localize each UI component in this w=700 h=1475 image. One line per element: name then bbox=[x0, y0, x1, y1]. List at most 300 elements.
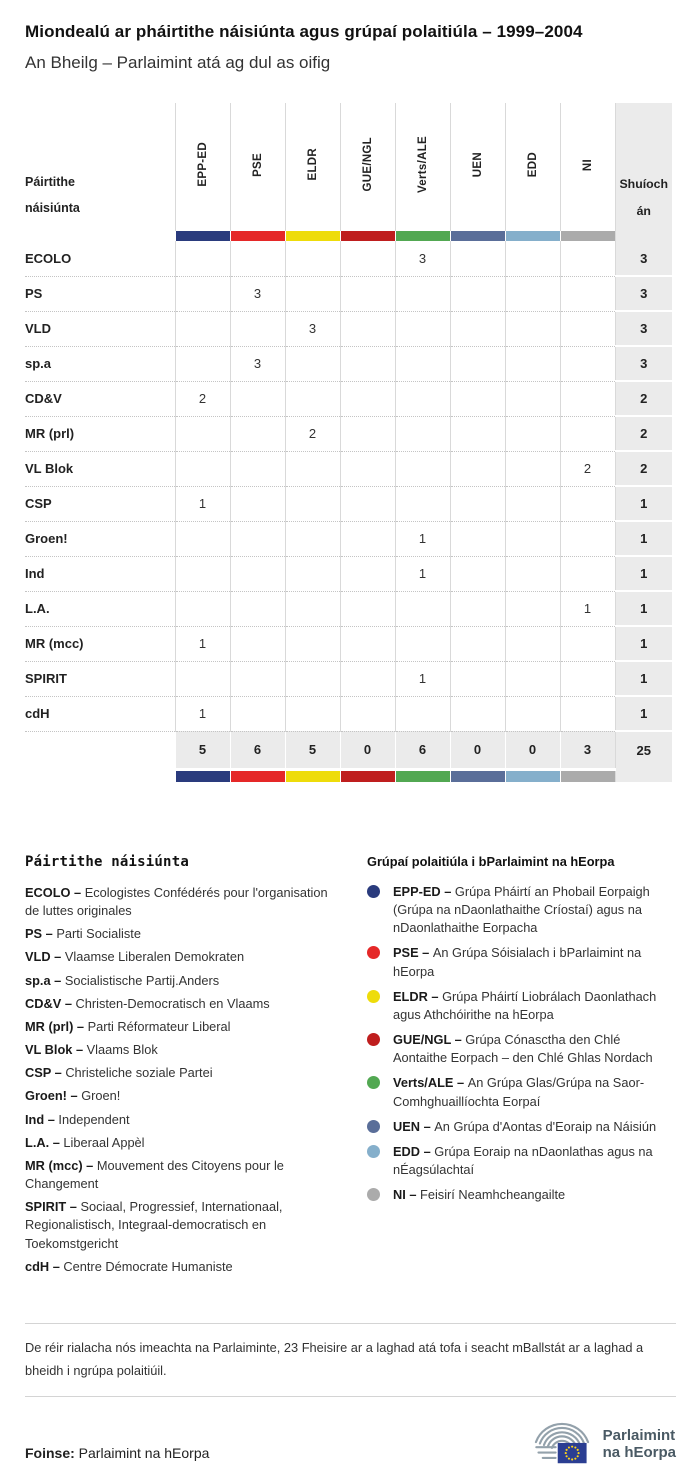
legend-group-text bbox=[393, 1074, 676, 1110]
cell-UEN bbox=[450, 276, 505, 311]
cell-Verts/ALE bbox=[395, 346, 450, 381]
total-EPP-ED: 5 bbox=[175, 731, 230, 769]
total-PSE: 6 bbox=[230, 731, 285, 769]
legend-party-abbr: CD&V – bbox=[25, 995, 76, 1011]
legend-party-item bbox=[25, 925, 343, 943]
cell-EDD bbox=[505, 486, 560, 521]
legend-group-abbr: ELDR – bbox=[393, 988, 443, 1004]
cell-Verts/ALE bbox=[395, 696, 450, 731]
cell-EPP-ED: 1 bbox=[175, 626, 230, 661]
legend-party-item bbox=[25, 995, 343, 1013]
row-header-label: Páirtithe náisiúnta bbox=[25, 174, 80, 215]
cell-UEN bbox=[450, 661, 505, 696]
group-color-bar-bottom bbox=[25, 769, 672, 782]
cell-NI bbox=[560, 276, 615, 311]
cell-NI bbox=[560, 381, 615, 416]
cell-ELDR bbox=[285, 381, 340, 416]
cell-UEN bbox=[450, 591, 505, 626]
cell-PSE bbox=[230, 521, 285, 556]
table-row bbox=[25, 381, 672, 416]
legend-group-desc: Grúpa Cónasctha den Chlé Aontaithe Eorpach – den Chlé Ghlas Nordach bbox=[393, 1032, 653, 1066]
cell-PSE: 3 bbox=[230, 276, 285, 311]
seats-cell: 3 bbox=[615, 346, 672, 381]
cell-PSE bbox=[230, 696, 285, 731]
cell-EPP-ED bbox=[175, 661, 230, 696]
legend-party-desc: Parti Socialiste bbox=[56, 926, 141, 942]
cell-EDD bbox=[505, 416, 560, 451]
cell-UEN bbox=[450, 241, 505, 276]
seats-cell: 1 bbox=[615, 486, 672, 521]
legend-party-item bbox=[25, 1198, 343, 1252]
legend-group-desc: An Grúpa Sóisialach i bParlaimint na hEorpa bbox=[393, 945, 642, 979]
table-row bbox=[25, 346, 672, 381]
group-color-dot-icon bbox=[367, 1076, 380, 1089]
cell-UEN bbox=[450, 381, 505, 416]
legend-party-desc: Christen-Democratisch en Vlaams bbox=[75, 995, 270, 1011]
party-label: PS bbox=[25, 276, 175, 311]
legend-party-abbr: PS – bbox=[25, 926, 57, 942]
party-label: Groen! bbox=[25, 521, 175, 556]
party-label: L.A. bbox=[25, 591, 175, 626]
group-header-label: UEN bbox=[471, 151, 484, 178]
cell-NI bbox=[560, 486, 615, 521]
group-header-Verts/ALE bbox=[395, 103, 450, 231]
cell-PSE bbox=[230, 416, 285, 451]
legend-party-abbr: L.A. – bbox=[25, 1134, 64, 1150]
cell-EDD bbox=[505, 521, 560, 556]
group-color-dot-icon bbox=[367, 1033, 380, 1046]
cell-EDD bbox=[505, 346, 560, 381]
cell-GUE/NGL bbox=[340, 591, 395, 626]
cell-PSE bbox=[230, 451, 285, 486]
table-row bbox=[25, 591, 672, 626]
legend-party-abbr: Groen! – bbox=[25, 1088, 82, 1104]
legend-group-text bbox=[393, 1031, 676, 1067]
legend-groups-heading: Grúpaí polaitiúla i bParlaimint na hEorpa bbox=[367, 854, 615, 869]
legend-party-desc: Ecologistes Confédérés pour l'organisation de luttes originales bbox=[25, 885, 328, 919]
totals-row bbox=[25, 731, 672, 769]
legend-group-abbr: Verts/ALE – bbox=[393, 1075, 468, 1091]
cell-PSE bbox=[230, 661, 285, 696]
group-color-swatch-PSE bbox=[230, 231, 285, 241]
legend-party-abbr: ECOLO – bbox=[25, 885, 85, 900]
bar-seat-cell bbox=[615, 769, 672, 782]
party-label: MR (prl) bbox=[25, 416, 175, 451]
bar-spacer bbox=[25, 769, 175, 782]
cell-GUE/NGL bbox=[340, 451, 395, 486]
legend-group-item bbox=[367, 1143, 676, 1179]
legend-party-item bbox=[25, 884, 343, 920]
legend-group-text bbox=[393, 944, 676, 980]
cell-GUE/NGL bbox=[340, 626, 395, 661]
table-row bbox=[25, 626, 672, 661]
seats-cell: 3 bbox=[615, 241, 672, 276]
group-header-EDD bbox=[505, 103, 560, 231]
cell-NI bbox=[560, 661, 615, 696]
legend-party-abbr: SPIRIT – bbox=[25, 1199, 81, 1215]
source-value: Parlaimint na hEorpa bbox=[78, 1445, 210, 1462]
legend-group-item bbox=[367, 988, 676, 1024]
footnote-block bbox=[25, 1323, 676, 1397]
group-color-swatch-PSE bbox=[230, 769, 285, 782]
cell-EPP-ED: 1 bbox=[175, 696, 230, 731]
legend-party-item bbox=[25, 948, 343, 966]
cell-Verts/ALE bbox=[395, 416, 450, 451]
group-header-NI bbox=[560, 103, 615, 231]
bar-seat-cell bbox=[615, 231, 672, 241]
cell-Verts/ALE: 1 bbox=[395, 556, 450, 591]
cell-NI bbox=[560, 696, 615, 731]
results-table bbox=[25, 103, 672, 782]
legend-party-item bbox=[25, 1134, 343, 1152]
legend-group-abbr: NI – bbox=[393, 1187, 421, 1203]
group-color-swatch-EPP-ED bbox=[175, 769, 230, 782]
cell-ELDR bbox=[285, 626, 340, 661]
cell-GUE/NGL bbox=[340, 696, 395, 731]
legend-party-abbr: sp.a – bbox=[25, 972, 65, 988]
cell-ELDR bbox=[285, 521, 340, 556]
group-color-swatch-Verts/ALE bbox=[395, 769, 450, 782]
table-row bbox=[25, 556, 672, 591]
cell-ELDR bbox=[285, 276, 340, 311]
totals-spacer bbox=[25, 731, 175, 769]
legend-group-desc: An Grúpa Glas/Grúpa na Saor-Comhghuaillíochta Eorpaí bbox=[393, 1075, 645, 1109]
group-header-label: GUE/NGL bbox=[361, 137, 374, 192]
cell-EPP-ED bbox=[175, 451, 230, 486]
legend-group-abbr: GUE/NGL – bbox=[393, 1032, 466, 1048]
legend-party-desc: Liberaal Appèl bbox=[63, 1134, 145, 1150]
legend-party-abbr: VL Blok – bbox=[25, 1042, 87, 1058]
legend-group-desc: Grúpa Eoraip na nDaonlathas agus na nÉagsúlachtaí bbox=[393, 1143, 653, 1178]
cell-Verts/ALE: 3 bbox=[395, 241, 450, 276]
legend-party-desc: Groen! bbox=[81, 1088, 121, 1104]
group-header-PSE bbox=[230, 103, 285, 231]
source-row bbox=[25, 1413, 676, 1475]
cell-PSE bbox=[230, 241, 285, 276]
cell-UEN bbox=[450, 696, 505, 731]
cell-EDD bbox=[505, 556, 560, 591]
bar-spacer bbox=[25, 231, 175, 241]
group-color-swatch-ELDR bbox=[285, 231, 340, 241]
cell-GUE/NGL bbox=[340, 276, 395, 311]
group-color-swatch-UEN bbox=[450, 769, 505, 782]
cell-EDD bbox=[505, 311, 560, 346]
table-row bbox=[25, 521, 672, 556]
cell-Verts/ALE bbox=[395, 626, 450, 661]
table-header-row bbox=[25, 103, 672, 231]
cell-ELDR bbox=[285, 486, 340, 521]
european-parliament-logo bbox=[529, 1413, 676, 1475]
total-ELDR: 5 bbox=[285, 731, 340, 769]
legend-group-text bbox=[393, 1186, 565, 1204]
legend-group-item bbox=[367, 1118, 676, 1136]
cell-EDD bbox=[505, 661, 560, 696]
group-color-dot-icon bbox=[367, 1188, 380, 1201]
cell-EPP-ED bbox=[175, 276, 230, 311]
seats-cell: 2 bbox=[615, 451, 672, 486]
legend-party-abbr: VLD – bbox=[25, 949, 65, 965]
cell-PSE bbox=[230, 486, 285, 521]
table-row bbox=[25, 696, 672, 731]
cell-UEN bbox=[450, 346, 505, 381]
cell-ELDR: 3 bbox=[285, 311, 340, 346]
cell-GUE/NGL bbox=[340, 241, 395, 276]
cell-EPP-ED bbox=[175, 556, 230, 591]
legend-party-desc: Christeliche soziale Partei bbox=[65, 1065, 213, 1081]
cell-GUE/NGL bbox=[340, 556, 395, 591]
group-color-swatch-NI bbox=[560, 231, 615, 241]
table-row bbox=[25, 311, 672, 346]
cell-UEN bbox=[450, 486, 505, 521]
cell-UEN bbox=[450, 556, 505, 591]
total-EDD: 0 bbox=[505, 731, 560, 769]
table-row bbox=[25, 276, 672, 311]
group-color-dot-icon bbox=[367, 885, 380, 898]
cell-GUE/NGL bbox=[340, 381, 395, 416]
legend-group-desc: Feisirí Neamhcheangailte bbox=[420, 1187, 566, 1203]
legend-party-desc: Vlaams Blok bbox=[86, 1042, 158, 1058]
party-label: Ind bbox=[25, 556, 175, 591]
legend-party-desc: Centre Démocrate Humaniste bbox=[63, 1258, 233, 1274]
party-label: VL Blok bbox=[25, 451, 175, 486]
cell-NI bbox=[560, 346, 615, 381]
cell-UEN bbox=[450, 521, 505, 556]
legend-political-groups bbox=[367, 854, 676, 1281]
total-NI: 3 bbox=[560, 731, 615, 769]
legend-party-item bbox=[25, 1258, 343, 1276]
group-header-UEN bbox=[450, 103, 505, 231]
cell-Verts/ALE bbox=[395, 486, 450, 521]
cell-Verts/ALE bbox=[395, 311, 450, 346]
legend-party-item bbox=[25, 972, 343, 990]
group-color-dot-icon bbox=[367, 1120, 380, 1133]
cell-EPP-ED bbox=[175, 591, 230, 626]
cell-UEN bbox=[450, 311, 505, 346]
cell-ELDR bbox=[285, 591, 340, 626]
cell-EDD bbox=[505, 241, 560, 276]
legend-party-desc: Independent bbox=[58, 1111, 130, 1127]
party-label: VLD bbox=[25, 311, 175, 346]
cell-NI: 2 bbox=[560, 451, 615, 486]
cell-EPP-ED bbox=[175, 346, 230, 381]
cell-ELDR: 2 bbox=[285, 416, 340, 451]
cell-UEN bbox=[450, 416, 505, 451]
cell-PSE bbox=[230, 591, 285, 626]
group-color-dot-icon bbox=[367, 946, 380, 959]
footnote-text: De réir rialacha nós imeachta na Parlaiminte, 23 Fheisire ar a laghad atá tofa i seacht mBallstát ar a laghad a bheidh i ngrúpa polaitiúil. bbox=[25, 1339, 644, 1379]
table-row bbox=[25, 661, 672, 696]
cell-ELDR bbox=[285, 241, 340, 276]
seats-cell: 2 bbox=[615, 416, 672, 451]
legend-party-abbr: cdH – bbox=[25, 1258, 64, 1274]
cell-PSE bbox=[230, 311, 285, 346]
cell-GUE/NGL bbox=[340, 521, 395, 556]
group-color-dot-icon bbox=[367, 1145, 380, 1158]
table-row bbox=[25, 486, 672, 521]
seats-cell: 3 bbox=[615, 276, 672, 311]
hemicycle-eu-flag-icon bbox=[529, 1413, 595, 1475]
legend-party-abbr: Ind – bbox=[25, 1111, 59, 1127]
legend-group-abbr: PSE – bbox=[393, 945, 433, 961]
seats-column-header: Shuíochán bbox=[615, 103, 672, 231]
cell-EPP-ED bbox=[175, 416, 230, 451]
table-row bbox=[25, 241, 672, 276]
legend-party-abbr: CSP – bbox=[25, 1065, 66, 1081]
cell-PSE bbox=[230, 556, 285, 591]
cell-PSE: 3 bbox=[230, 346, 285, 381]
group-header-label: EDD bbox=[526, 151, 539, 178]
cell-NI: 1 bbox=[560, 591, 615, 626]
total-seats: 25 bbox=[615, 731, 672, 769]
group-color-swatch-EDD bbox=[505, 769, 560, 782]
table-row bbox=[25, 451, 672, 486]
legend-party-item bbox=[25, 1041, 343, 1059]
legend-group-abbr: UEN – bbox=[393, 1118, 435, 1134]
party-label: CSP bbox=[25, 486, 175, 521]
cell-EDD bbox=[505, 451, 560, 486]
group-color-swatch-GUE/NGL bbox=[340, 231, 395, 241]
legend-party-desc: Sociaal, Progressief, Internationaal, Regionalistisch, Integraal-democratisch en Toekomstgericht bbox=[25, 1199, 283, 1251]
cell-NI bbox=[560, 416, 615, 451]
legend-group-item bbox=[367, 883, 676, 937]
group-color-swatch-EPP-ED bbox=[175, 231, 230, 241]
group-header-label: NI bbox=[581, 158, 594, 171]
cell-GUE/NGL bbox=[340, 486, 395, 521]
cell-ELDR bbox=[285, 451, 340, 486]
legend-party-item bbox=[25, 1111, 343, 1129]
seats-cell: 1 bbox=[615, 626, 672, 661]
cell-GUE/NGL bbox=[340, 661, 395, 696]
legend-national-parties bbox=[25, 854, 343, 1281]
group-color-dot-icon bbox=[367, 990, 380, 1003]
page-title: Miondealú ar pháirtithe náisiúnta agus grúpaí polaitiúla – 1999–2004 bbox=[25, 22, 583, 41]
source-text bbox=[25, 1427, 209, 1461]
party-label: sp.a bbox=[25, 346, 175, 381]
group-header-label: EPP-ED bbox=[196, 142, 209, 187]
legend-party-desc: Vlaamse Liberalen Demokraten bbox=[64, 949, 245, 965]
cell-ELDR bbox=[285, 696, 340, 731]
party-label: cdH bbox=[25, 696, 175, 731]
cell-Verts/ALE bbox=[395, 276, 450, 311]
cell-PSE bbox=[230, 381, 285, 416]
group-color-swatch-ELDR bbox=[285, 769, 340, 782]
group-color-swatch-Verts/ALE bbox=[395, 231, 450, 241]
cell-EPP-ED bbox=[175, 241, 230, 276]
table-row bbox=[25, 416, 672, 451]
legend-party-desc: Mouvement des Citoyens pour le Changement bbox=[25, 1157, 284, 1192]
group-color-swatch-NI bbox=[560, 769, 615, 782]
cell-EDD bbox=[505, 696, 560, 731]
group-color-swatch-UEN bbox=[450, 231, 505, 241]
legend-party-item bbox=[25, 1087, 343, 1105]
cell-GUE/NGL bbox=[340, 311, 395, 346]
legend-group-text bbox=[393, 1118, 656, 1136]
cell-ELDR bbox=[285, 661, 340, 696]
cell-EDD bbox=[505, 626, 560, 661]
legend-group-desc: An Grúpa d'Aontas d'Eoraip na Náisiún bbox=[434, 1118, 657, 1134]
total-Verts/ALE: 6 bbox=[395, 731, 450, 769]
cell-Verts/ALE: 1 bbox=[395, 661, 450, 696]
cell-NI bbox=[560, 311, 615, 346]
seats-cell: 2 bbox=[615, 381, 672, 416]
total-UEN: 0 bbox=[450, 731, 505, 769]
legend-group-text bbox=[393, 1143, 676, 1179]
party-label: MR (mcc) bbox=[25, 626, 175, 661]
party-label: CD&V bbox=[25, 381, 175, 416]
legend-party-item bbox=[25, 1018, 343, 1036]
cell-UEN bbox=[450, 626, 505, 661]
legend-group-item bbox=[367, 1031, 676, 1067]
seats-cell: 3 bbox=[615, 311, 672, 346]
seats-cell: 1 bbox=[615, 661, 672, 696]
group-header-GUE/NGL bbox=[340, 103, 395, 231]
cell-ELDR bbox=[285, 556, 340, 591]
legend-group-text bbox=[393, 988, 676, 1024]
cell-Verts/ALE bbox=[395, 451, 450, 486]
group-color-swatch-GUE/NGL bbox=[340, 769, 395, 782]
cell-Verts/ALE bbox=[395, 381, 450, 416]
legend-group-item bbox=[367, 944, 676, 980]
legend-party-desc: Socialistische Partij.Anders bbox=[64, 972, 220, 988]
group-header-label: PSE bbox=[251, 152, 264, 177]
cell-EPP-ED: 2 bbox=[175, 381, 230, 416]
cell-NI bbox=[560, 556, 615, 591]
legend-party-desc: Parti Réformateur Liberal bbox=[87, 1018, 231, 1034]
party-label: SPIRIT bbox=[25, 661, 175, 696]
legend-group-item bbox=[367, 1074, 676, 1110]
source-label: Foinse: bbox=[25, 1445, 75, 1462]
legend-party-abbr: MR (prl) – bbox=[25, 1018, 88, 1034]
cell-GUE/NGL bbox=[340, 416, 395, 451]
seats-cell: 1 bbox=[615, 696, 672, 731]
cell-EPP-ED bbox=[175, 311, 230, 346]
cell-NI bbox=[560, 521, 615, 556]
legend-group-text bbox=[393, 883, 676, 937]
legend-group-desc: Grúpa Pháirtí an Phobail Eorpaigh (Grúpa na nDaonlathaithe Críostaí) agus na nDaonlathaithe Eorpacha bbox=[393, 884, 650, 936]
seats-cell: 1 bbox=[615, 521, 672, 556]
cell-Verts/ALE: 1 bbox=[395, 521, 450, 556]
legend-party-item bbox=[25, 1157, 343, 1193]
seats-cell: 1 bbox=[615, 591, 672, 626]
cell-EDD bbox=[505, 276, 560, 311]
cell-NI bbox=[560, 626, 615, 661]
cell-ELDR bbox=[285, 346, 340, 381]
legend bbox=[25, 854, 676, 1281]
cell-EPP-ED: 1 bbox=[175, 486, 230, 521]
page-subtitle: An Bheilg – Parlaimint atá ag dul as oifig bbox=[25, 53, 331, 72]
cell-GUE/NGL bbox=[340, 346, 395, 381]
cell-Verts/ALE bbox=[395, 591, 450, 626]
cell-EDD bbox=[505, 381, 560, 416]
logo-wordmark: Parlaimint na hEorpa bbox=[602, 1426, 676, 1462]
total-GUE/NGL: 0 bbox=[340, 731, 395, 769]
legend-group-abbr: EPP-ED – bbox=[393, 884, 455, 899]
legend-group-item bbox=[367, 1186, 676, 1204]
group-header-label: Verts/ALE bbox=[416, 135, 429, 194]
seats-cell: 1 bbox=[615, 556, 672, 591]
party-label: ECOLO bbox=[25, 250, 72, 266]
cell-NI bbox=[560, 241, 615, 276]
cell-UEN bbox=[450, 451, 505, 486]
group-header-label: ELDR bbox=[306, 148, 319, 181]
group-header-ELDR bbox=[285, 103, 340, 231]
legend-party-abbr: MR (mcc) – bbox=[25, 1157, 97, 1173]
legend-parties-heading: Páirtithe náisiúnta bbox=[25, 854, 189, 870]
group-color-swatch-EDD bbox=[505, 231, 560, 241]
legend-group-abbr: EDD – bbox=[393, 1143, 435, 1159]
cell-PSE bbox=[230, 626, 285, 661]
legend-group-desc: Grúpa Pháirtí Liobrálach Daonlathach agus Athchóirithe na hEorpa bbox=[393, 988, 657, 1022]
